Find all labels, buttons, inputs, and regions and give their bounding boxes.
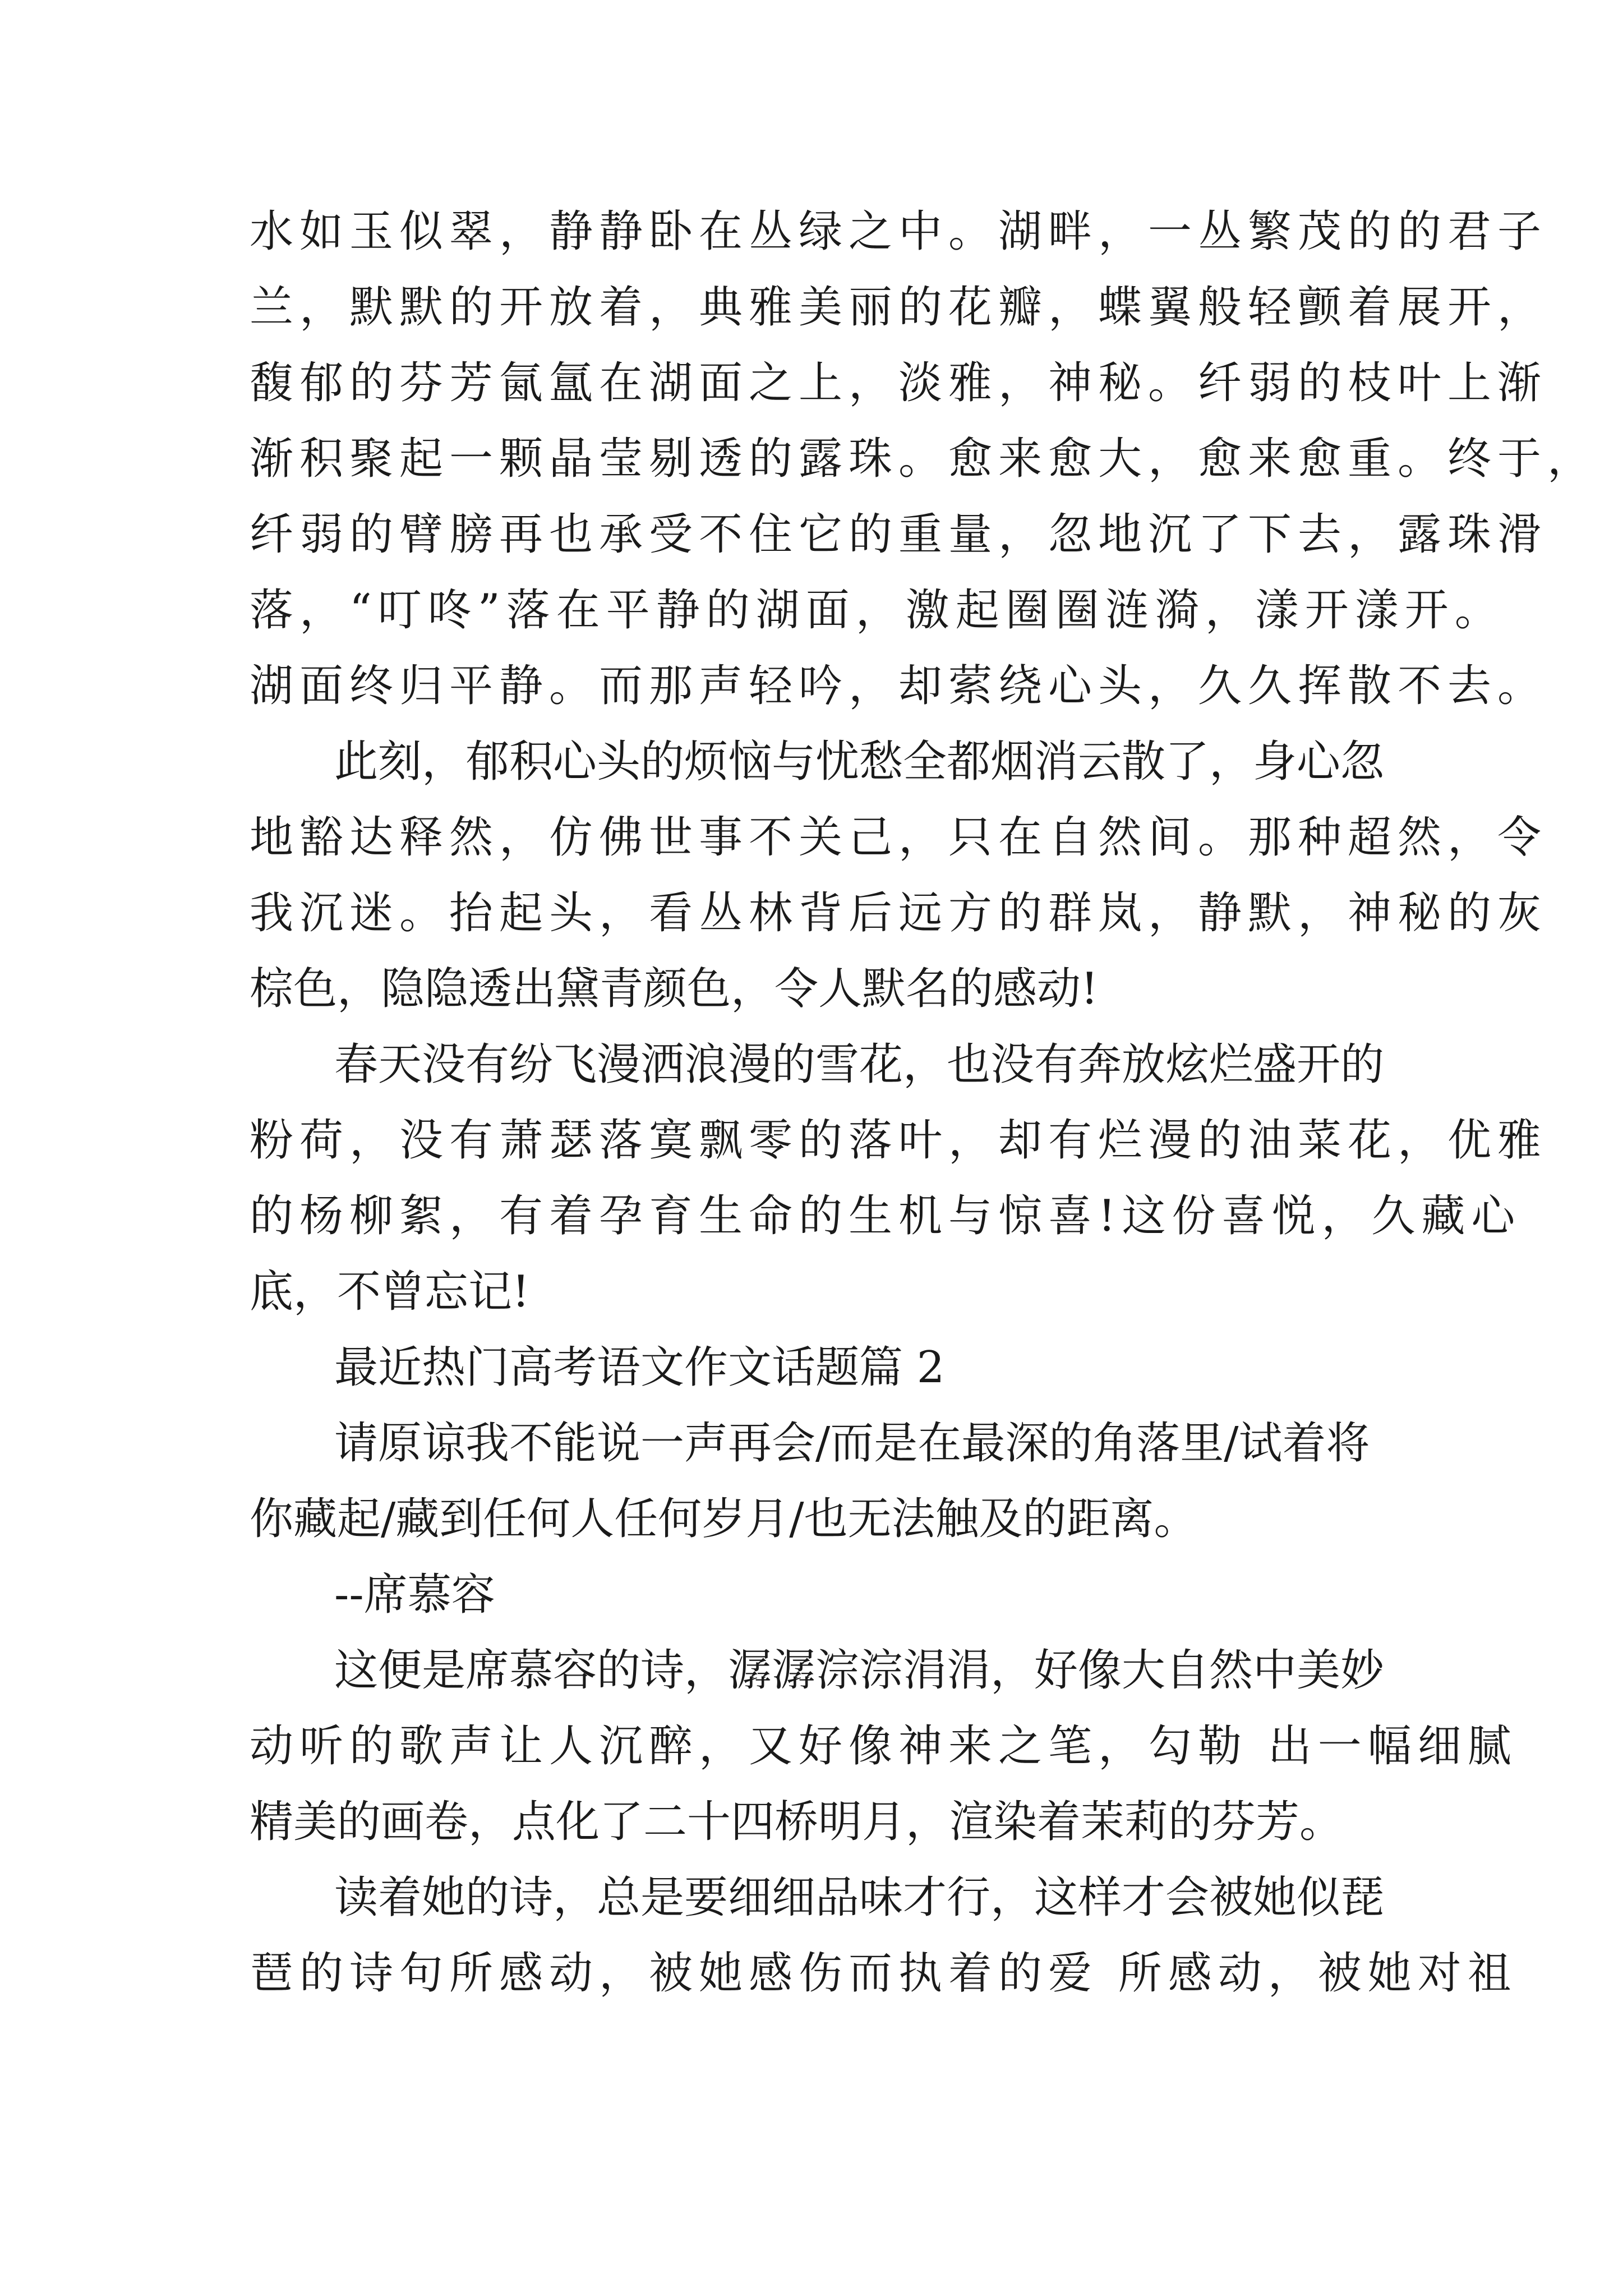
paragraph-first-line: 春天没有纷飞漫洒浪漫的雪花，也没有奔放炫烂盛开的 bbox=[334, 1039, 1385, 1090]
paragraph-line: 馥郁的芬芳氤氲在湖面之上，淡雅，神秘。纤弱的枝叶上渐 bbox=[250, 358, 1548, 408]
poem-attribution: --席慕容 bbox=[334, 1570, 495, 1620]
paragraph-line: 渐积聚起一颗晶莹剔透的露珠。愈来愈大，愈来愈重。终于， bbox=[250, 434, 1598, 484]
poem-line: 你藏起/藏到任何人任何岁月/也无法触及的距离。 bbox=[250, 1494, 1198, 1544]
paragraph-line: 粉荷，没有萧瑟落寞飘零的落叶，却有烂漫的油菜花，优雅 bbox=[250, 1115, 1548, 1166]
paragraph-line: 动听的歌声让人沉醉，又好像神来之笔，勾勒 出一幅细腻 bbox=[250, 1721, 1518, 1772]
paragraph-first-line: 此刻，郁积心头的烦恼与忧愁全都烟消云散了，身心忽 bbox=[334, 737, 1385, 787]
poem-line: 请原谅我不能说一声再会/而是在最深的角落里/试着将 bbox=[334, 1418, 1370, 1469]
paragraph-line: 水如玉似翠，静静卧在丛绿之中。湖畔，一丛繁茂的的君子 bbox=[250, 206, 1548, 257]
paragraph-line: 湖面终归平静。而那声轻吟，却萦绕心头，久久挥散不去。 bbox=[250, 661, 1548, 711]
paragraph-line: 棕色，隐隐透出黛青颜色，令人默名的感动! bbox=[250, 964, 1099, 1014]
paragraph-line: 兰，默默的开放着，典雅美丽的花瓣，蝶翼般轻颤着展开， bbox=[250, 282, 1548, 333]
section-heading: 最近热门高考语文作文话题篇 2 bbox=[334, 1342, 945, 1393]
paragraph-line: 底，不曾忘记! bbox=[250, 1267, 530, 1317]
paragraph-line: 落，“叮咚”落在平静的湖面，激起圈圈涟漪，漾开漾开。 bbox=[250, 585, 1505, 636]
paragraph-first-line: 读着她的诗，总是要细细品味才行，这样才会被她似琵 bbox=[334, 1872, 1385, 1923]
paragraph-line: 我沉迷。抬起头，看丛林背后远方的群岚，静默，神秘的灰 bbox=[250, 888, 1548, 938]
paragraph-first-line: 这便是席慕容的诗，潺潺淙淙涓涓，好像大自然中美妙 bbox=[334, 1645, 1385, 1696]
paragraph-line: 地豁达释然，仿佛世事不关己，只在自然间。那种超然，令 bbox=[250, 812, 1548, 863]
paragraph-line: 精美的画卷，点化了二十四桥明月，渲染着茉莉的芬芳。 bbox=[250, 1797, 1344, 1847]
paragraph-line: 琶的诗句所感动，被她感伤而执着的爱 所感动，被她对祖 bbox=[250, 1948, 1518, 1999]
paragraph-line: 纤弱的臂膀再也承受不住它的重量，忽地沉了下去，露珠滑 bbox=[250, 509, 1548, 560]
paragraph-line: 的杨柳絮，有着孕育生命的生机与惊喜!这份喜悦，久藏心 bbox=[250, 1191, 1521, 1241]
